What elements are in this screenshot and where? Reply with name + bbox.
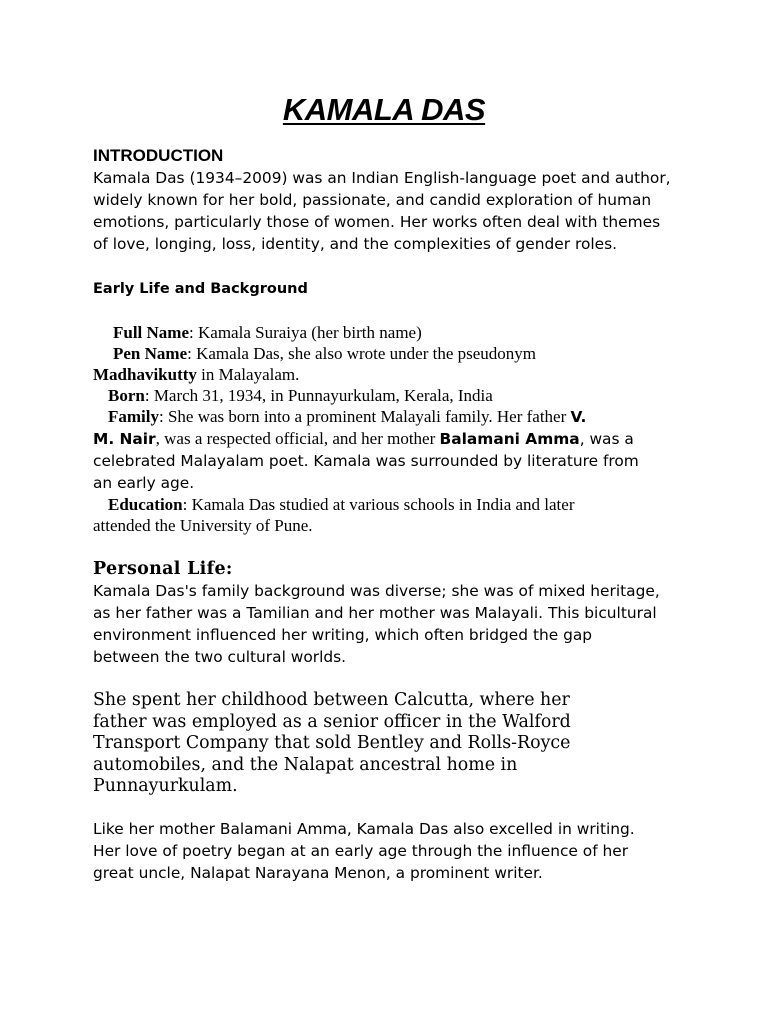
full-name-label: Full Name xyxy=(113,323,190,342)
paragraph-line: great uncle, Nalapat Narayana Menon, a prominent writer. xyxy=(93,864,543,882)
page-title: KAMALA DAS xyxy=(282,92,486,127)
personal-life-heading: Personal Life: xyxy=(93,559,233,579)
paragraph-line: automobiles, and the Nalapat ancestral home in xyxy=(93,754,518,775)
introduction-heading: INTRODUCTION xyxy=(93,146,224,165)
early-life-heading: Early Life and Background xyxy=(93,281,308,297)
paragraph-line: as her father was a Tamilian and her mother was Malayali. This bicultural xyxy=(93,604,657,622)
full-name-value: : Kamala Suraiya (her birth name) xyxy=(189,323,422,342)
born-line xyxy=(93,385,693,406)
introduction-paragraph xyxy=(93,167,693,255)
paragraph-line: Kamala Das's family background was diverse; she was of mixed heritage, xyxy=(93,582,660,600)
paragraph-line: environment influenced her writing, which often bridged the gap xyxy=(93,626,593,644)
early-life-facts xyxy=(93,322,693,536)
family-label: Family xyxy=(108,407,159,426)
father-name-first: V. xyxy=(570,408,587,426)
personal-life-paragraph xyxy=(93,580,693,668)
writing-paragraph xyxy=(93,818,693,884)
pen-name-line xyxy=(93,343,693,364)
mother-name: Balamani Amma xyxy=(439,430,580,448)
pseudonym-suffix: in Malayalam. xyxy=(196,365,300,384)
pen-name-value: : Kamala Das, she also wrote under the pseudonym xyxy=(187,344,537,363)
paragraph-line: widely known for her bold, passionate, and candid exploration of human xyxy=(93,191,652,209)
pseudonym: Madhavikutty xyxy=(93,365,197,384)
family-line-3: celebrated Malayalam poet. Kamala was surrounded by literature from xyxy=(93,452,639,470)
born-label: Born xyxy=(108,386,145,405)
education-label: Education xyxy=(108,495,183,514)
pseudonym-line xyxy=(93,364,693,385)
family-value: : She was born into a prominent Malayali family. Her father xyxy=(159,407,571,426)
paragraph-line: Transport Company that sold Bentley and Rolls-Royce xyxy=(93,733,571,753)
education-line-2: attended the University of Pune. xyxy=(93,516,313,535)
paragraph-line: Her love of poetry began at an early age through the influence of her xyxy=(93,842,629,860)
family-line xyxy=(93,406,693,428)
pen-name-label: Pen Name xyxy=(113,344,188,363)
full-name-line xyxy=(93,322,693,343)
education-line xyxy=(93,494,693,515)
family-line-2 xyxy=(93,428,693,450)
paragraph-line: of love, longing, loss, identity, and the complexities of gender roles. xyxy=(93,235,618,253)
education-value: : Kamala Das studied at various schools in India and later xyxy=(182,495,575,514)
family-mid: , was a respected official, and her mother xyxy=(155,429,440,448)
paragraph-line: Kamala Das (1934–2009) was an Indian English-language poet and author, xyxy=(93,169,671,187)
paragraph-line: Like her mother Balamani Amma, Kamala Das also excelled in writing. xyxy=(93,820,635,838)
paragraph-line: father was employed as a senior officer in the Walford xyxy=(93,711,571,732)
childhood-paragraph xyxy=(93,690,693,798)
family-end: , was a xyxy=(579,430,634,448)
paragraph-line: emotions, particularly those of women. Her works often deal with themes xyxy=(93,213,661,231)
family-line-4: an early age. xyxy=(93,474,195,492)
paragraph-line: between the two cultural worlds. xyxy=(93,648,347,666)
born-value: : March 31, 1934, in Punnayurkulam, Kerala, India xyxy=(144,386,493,405)
father-name-rest: M. Nair xyxy=(93,430,156,448)
paragraph-line: She spent her childhood between Calcutta, where her xyxy=(93,690,570,710)
paragraph-line: Punnayurkulam. xyxy=(93,776,238,796)
